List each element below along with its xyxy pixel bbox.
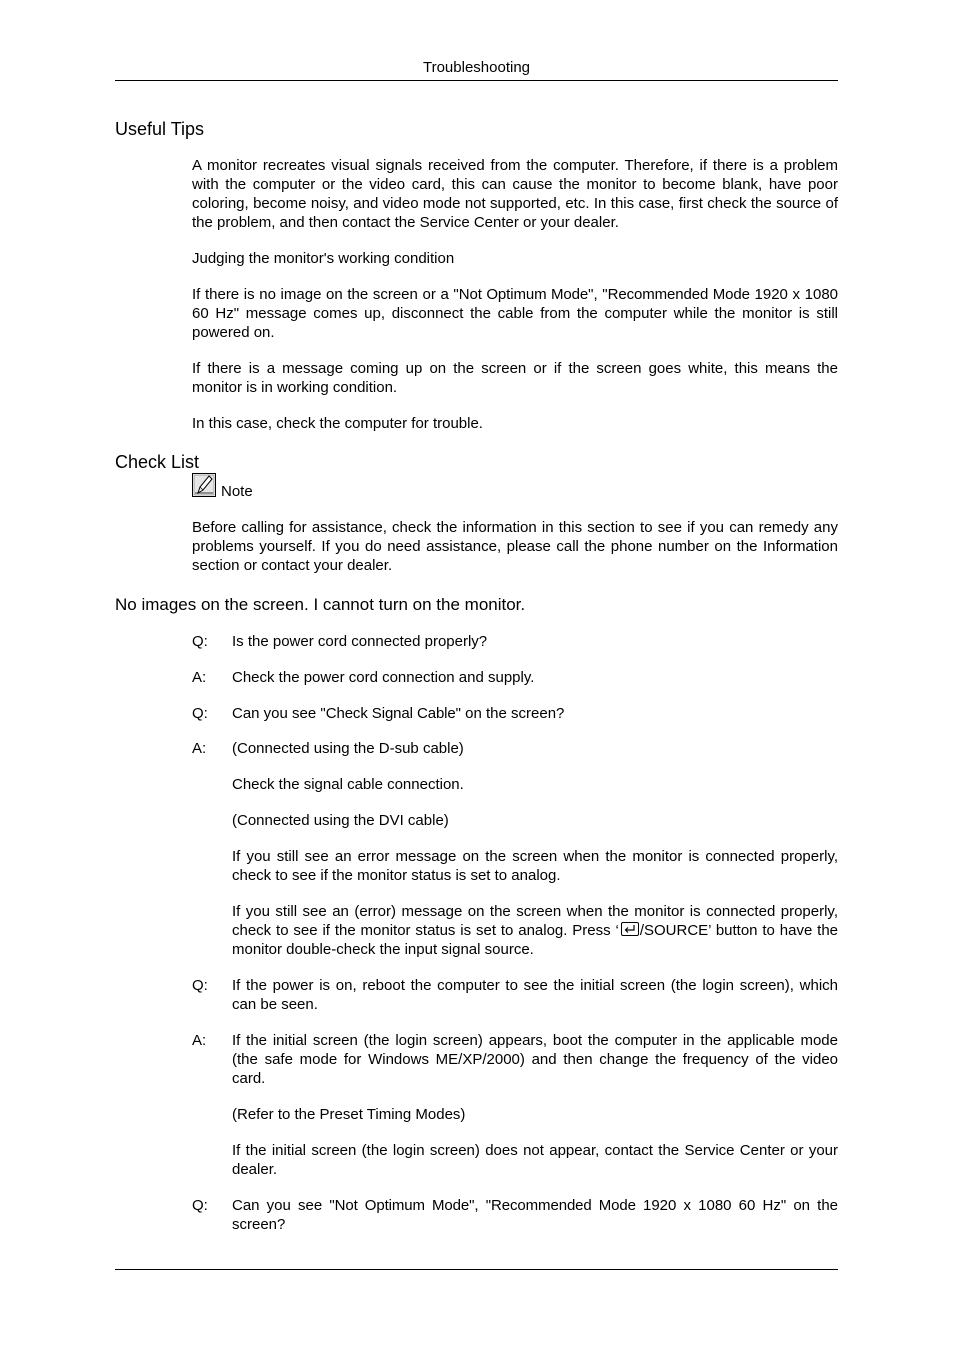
a-mark: A:: [192, 669, 207, 686]
message-paragraph: If there is a message coming up on the screen or if the screen goes white, this means the monitor is in working condition.: [192, 360, 838, 396]
recommended-mode-term: Recommended Mode: [491, 1197, 636, 1214]
no-image-mid: ", ": [588, 286, 608, 303]
q4-pre: Can you see ": [232, 1197, 335, 1214]
useful-tips-heading: Useful Tips: [115, 119, 205, 139]
a2-line5: [232, 902, 838, 959]
q-mark: Q:: [192, 1197, 208, 1214]
recommended-mode-term: Recommended Mode: [607, 286, 750, 303]
a3-line1: If the initial screen (the login screen) appears, boot the computer in the applicable mode (the safe mode for Windows ME/XP/2000) and then change the frequency of the video card.: [232, 1032, 838, 1087]
note-pencil-icon: [192, 473, 216, 497]
a-mark: A:: [192, 740, 207, 757]
header-rule: [115, 80, 838, 81]
note-label: Note: [221, 483, 253, 500]
a2-line5-pre: If you still see an (error) message on the screen when the monitor is connected properly, check to see if the monitor status is set to analog. Press ‘: [232, 903, 838, 939]
footer-rule: [115, 1269, 838, 1270]
q4-text: [232, 1196, 838, 1234]
a3-line3: If the initial screen (the login screen) does not appear, contact the Service Center or your dealer.: [232, 1142, 838, 1178]
judging-condition-text: Judging the monitor's working condition: [192, 250, 455, 267]
q1-text: Is the power cord connected properly?: [232, 633, 488, 650]
no-image-pre: If there is no image on the screen or a ": [192, 286, 459, 303]
q3-text: If the power is on, reboot the computer to see the initial screen (the login screen), which can be seen.: [232, 977, 838, 1013]
a2-line1: (Connected using the D-sub cable): [232, 740, 464, 757]
a1-text: Check the power cord connection and supply.: [232, 669, 535, 686]
a-mark: A:: [192, 1032, 207, 1049]
q-mark: Q:: [192, 633, 208, 650]
not-optimum-mode-term: Not Optimum Mode: [458, 286, 589, 303]
a2-line5-post: /SOURCE’ button to have the monitor double-check the input signal source.: [232, 922, 838, 958]
useful-tips-intro: A monitor recreates visual signals received from the computer. Therefore, if there is a problem with the computer or the video card, this can cause the monitor to become blank, have poor coloring, become noisy, and video mode not supported, etc. In this case, first check the source of the problem, and then contact the Service Center or your dealer.: [192, 157, 838, 231]
running-header: Troubleshooting: [422, 59, 530, 76]
q2-pre: Can you see ": [232, 705, 326, 722]
check-list-heading: Check List: [115, 452, 200, 472]
enter-key-icon: [621, 922, 639, 936]
q2-text: [232, 704, 838, 723]
note-text: Before calling for assistance, check the information in this section to see if you can remedy any problems yourself. If you do need assistance, please call the phone number on the Information section or contact your dealer.: [192, 519, 838, 574]
a2-line4: If you still see an error message on the screen when the monitor is connected properly, check to see if the monitor status is set to analog.: [232, 848, 838, 884]
check-signal-cable-term: Check Signal Cable: [325, 705, 456, 722]
q-mark: Q:: [192, 705, 208, 722]
a2-line2: Check the signal cable connection.: [232, 776, 464, 793]
q2-post: " on the screen?: [455, 705, 565, 722]
no-image-paragraph: [192, 285, 838, 342]
q4-post: 1920 x 1080 60 Hz" on the screen?: [232, 1197, 839, 1233]
q-mark: Q:: [192, 977, 208, 994]
a2-line3: (Connected using the DVI cable): [232, 812, 449, 829]
no-image-post: 1920 x 1080 60 Hz" message comes up, disconnect the cable from the computer while the monitor is still powered on.: [192, 286, 839, 341]
a3-line2: (Refer to the Preset Timing Modes): [232, 1106, 466, 1123]
check-computer-text: In this case, check the computer for trouble.: [192, 415, 483, 432]
no-images-heading: No images on the screen. I cannot turn on the monitor.: [115, 595, 526, 614]
q4-mid: ", ": [469, 1197, 492, 1214]
not-optimum-mode-term: Not Optimum Mode: [334, 1197, 470, 1214]
